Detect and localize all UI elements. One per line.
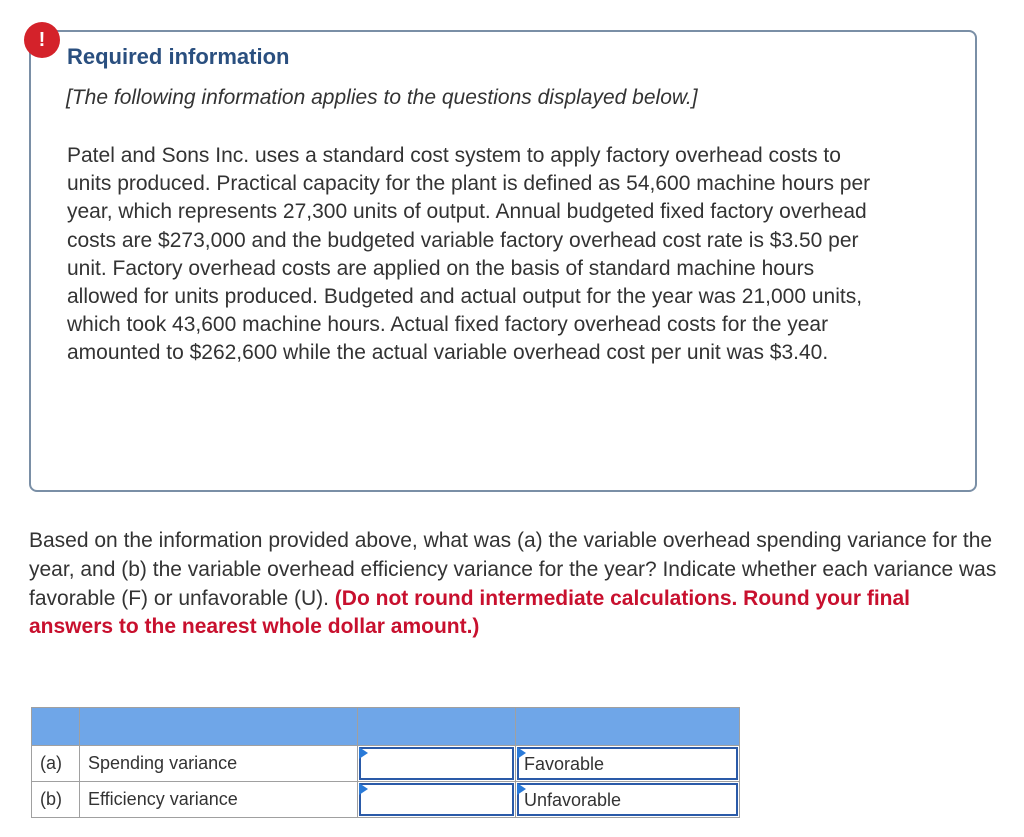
header-cell — [80, 708, 358, 746]
efficiency-amount-cell — [358, 782, 516, 818]
table-row — [32, 782, 740, 818]
row-label: Spending variance — [80, 746, 358, 782]
info-body: Patel and Sons Inc. uses a standard cost system to apply factory overhead costs to units produced. Practical capacity for the plant is defined as 54,600 machine hours per year, which represents 27,300 units of output. Annual budgeted fixed factory overhead costs are $273,000 and the budgeted variable factory overhead cost rate is $3.50 per unit. Factory overhead costs are applied on the basis of standard machine hours allowed for units produced. Budgeted and actual output for the year was 21,000 units, which took 43,600 machine hours. Actual fixed factory overhead costs for the year amounted to $262,600 while the actual variable overhead cost per unit was $3.40. — [67, 144, 871, 365]
question-instruction: (Do not round intermediate calculations. Round your final answers to the nearest whole dollar amount.) — [29, 586, 910, 639]
spending-variance-input[interactable] — [359, 747, 514, 780]
efficiency-status-cell — [516, 782, 740, 818]
input-marker-icon — [359, 783, 368, 795]
input-marker-icon — [359, 747, 368, 759]
answer-table — [31, 707, 740, 818]
input-marker-icon — [517, 783, 526, 795]
header-cell — [516, 708, 740, 746]
row-letter: (b) — [32, 782, 80, 818]
info-title: Required information — [67, 44, 290, 69]
header-cell — [358, 708, 516, 746]
row-label: Efficiency variance — [80, 782, 358, 818]
spending-amount-cell — [358, 746, 516, 782]
info-note: [The following information applies to the questions displayed below.] — [66, 86, 698, 109]
efficiency-variance-input[interactable] — [359, 783, 514, 816]
input-marker-icon — [517, 747, 526, 759]
header-cell — [32, 708, 80, 746]
alert-icon: ! — [24, 22, 60, 58]
spending-variance-select[interactable]: Favorable — [517, 747, 738, 780]
efficiency-variance-select[interactable]: Unfavorable — [517, 783, 738, 816]
spending-status-cell — [516, 746, 740, 782]
question-text — [29, 527, 999, 642]
table-header-row — [32, 708, 740, 746]
table-row — [32, 746, 740, 782]
question-prompt: Based on the information provided above, what was (a) the variable overhead spending variance for the year, and (b) the variable overhead efficiency variance for the year? Indicate whether each variance was favorable (F) or unfavorable (U). — [29, 529, 997, 610]
row-letter: (a) — [32, 746, 80, 782]
